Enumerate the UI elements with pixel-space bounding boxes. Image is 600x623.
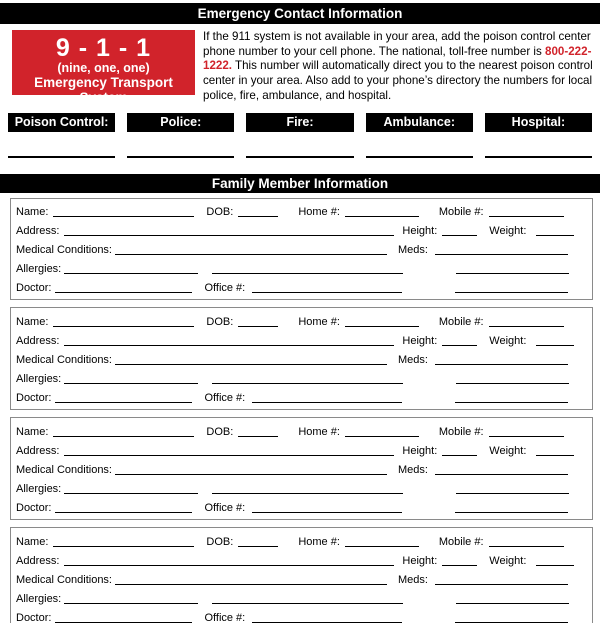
poison-control-fill-line — [8, 156, 115, 158]
member-row-medical-meds — [16, 569, 582, 588]
contact-label-poison-control: Poison Control: — [8, 113, 115, 132]
weight-fill-line — [536, 565, 574, 566]
member-row-address-height-weight — [16, 220, 582, 239]
contact-label-police: Police: — [127, 113, 234, 132]
address-fill-line — [64, 455, 394, 456]
allergies-fill-line — [64, 603, 198, 604]
field-label-mobile-phone: Mobile #: — [438, 535, 484, 548]
height-fill-line — [442, 455, 477, 456]
field-label-weight: Weight: — [489, 554, 527, 567]
meds-fill-line — [435, 364, 568, 365]
field-label-height: Height: — [402, 554, 438, 567]
field-label-doctor: Doctor: — [16, 282, 52, 295]
field-label-dob: DOB: — [206, 315, 234, 328]
field-label-doctor: Doctor: — [16, 392, 52, 405]
name-fill-line — [53, 546, 194, 547]
field-label-home-phone: Home #: — [298, 205, 340, 218]
meds-fill-line — [435, 254, 568, 255]
member-row-medical-meds — [16, 239, 582, 258]
height-fill-line — [442, 235, 477, 236]
field-label-address: Address: — [16, 444, 60, 457]
member-row-doctor-office — [16, 277, 582, 296]
member-list — [0, 198, 600, 623]
police-fill-line — [127, 156, 234, 158]
member-row-doctor-office — [16, 607, 582, 623]
field-label-weight: Weight: — [489, 224, 527, 237]
field-label-allergies: Allergies: — [16, 483, 62, 496]
contact-blank-lines-row — [0, 156, 600, 158]
field-label-doctor: Doctor: — [16, 612, 52, 623]
field-label-weight: Weight: — [489, 444, 527, 457]
member-row-address-height-weight — [16, 440, 582, 459]
member-row-name-dob-phones — [16, 420, 582, 439]
meds-extra-fill-line-1 — [456, 273, 569, 274]
field-label-address: Address: — [16, 334, 60, 347]
allergies-fill-line — [64, 273, 198, 274]
dob-fill-line — [238, 436, 278, 437]
field-label-mobile-phone: Mobile #: — [438, 315, 484, 328]
emergency-contact-form — [0, 3, 600, 623]
paragraph-text-before: If the 911 system is not available in your area, add the poison control center phone number to your cell phone. The national, toll-free number is — [203, 30, 591, 58]
allergies-fill-line — [64, 493, 198, 494]
field-label-meds: Meds: — [398, 354, 428, 367]
member-card — [10, 527, 593, 623]
member-row-allergies — [16, 588, 582, 607]
field-label-meds: Meds: — [398, 463, 428, 476]
height-fill-line — [442, 345, 477, 346]
member-card — [10, 307, 593, 410]
meds-fill-line — [435, 474, 568, 475]
office-phone-fill-line — [252, 402, 402, 403]
911-panel — [12, 30, 195, 105]
meds-extra-fill-line-1 — [456, 603, 569, 604]
mobile-phone-fill-line — [489, 436, 564, 437]
hero-section — [0, 30, 600, 104]
field-label-medical-conditions: Medical Conditions: — [16, 463, 112, 476]
field-label-doctor: Doctor: — [16, 502, 52, 515]
field-label-home-phone: Home #: — [298, 425, 340, 438]
field-label-address: Address: — [16, 224, 60, 237]
dob-fill-line — [238, 326, 278, 327]
member-card — [10, 198, 593, 301]
meds-extra-fill-line-2 — [455, 292, 568, 293]
meds-fill-line — [435, 584, 568, 585]
field-label-name: Name: — [16, 315, 49, 328]
field-label-allergies: Allergies: — [16, 593, 62, 606]
member-row-medical-meds — [16, 459, 582, 478]
field-label-height: Height: — [402, 334, 438, 347]
meds-extra-fill-line-2 — [455, 512, 568, 513]
dob-fill-line — [238, 546, 278, 547]
ambulance-fill-line — [366, 156, 473, 158]
field-label-height: Height: — [402, 444, 438, 457]
office-phone-fill-line — [252, 292, 402, 293]
field-label-meds: Meds: — [398, 573, 428, 586]
member-row-allergies — [16, 368, 582, 387]
field-label-address: Address: — [16, 554, 60, 567]
meds-extra-fill-line-1 — [456, 383, 569, 384]
field-label-allergies: Allergies: — [16, 373, 62, 386]
mobile-phone-fill-line — [489, 546, 564, 547]
contact-label-fire: Fire: — [246, 113, 353, 132]
home-phone-fill-line — [345, 216, 419, 217]
medical-conditions-fill-line — [115, 474, 387, 475]
height-fill-line — [442, 565, 477, 566]
doctor-fill-line — [55, 402, 192, 403]
poison-control-paragraph — [203, 30, 595, 104]
name-fill-line — [53, 436, 194, 437]
medical-conditions-fill-line — [115, 584, 387, 585]
member-row-allergies — [16, 478, 582, 497]
hospital-fill-line — [485, 156, 592, 158]
home-phone-fill-line — [345, 546, 419, 547]
member-row-name-dob-phones — [16, 310, 582, 329]
field-label-dob: DOB: — [206, 535, 234, 548]
field-label-mobile-phone: Mobile #: — [438, 425, 484, 438]
field-label-name: Name: — [16, 535, 49, 548]
member-row-allergies — [16, 258, 582, 277]
field-label-allergies: Allergies: — [16, 263, 62, 276]
allergies-fill-line — [64, 383, 198, 384]
field-label-dob: DOB: — [206, 205, 234, 218]
address-fill-line — [64, 565, 394, 566]
home-phone-fill-line — [345, 326, 419, 327]
weight-fill-line — [536, 345, 574, 346]
field-label-office-phone: Office #: — [204, 392, 246, 405]
911-number: 9 - 1 - 1 — [55, 34, 152, 62]
allergies-extra-fill-line — [212, 603, 403, 604]
911-spelled-out: (nine, one, one) — [57, 61, 150, 75]
allergies-extra-fill-line — [212, 493, 403, 494]
field-label-office-phone: Office #: — [204, 282, 246, 295]
member-row-medical-meds — [16, 349, 582, 368]
field-label-mobile-phone: Mobile #: — [438, 205, 484, 218]
fire-fill-line — [246, 156, 353, 158]
member-row-name-dob-phones — [16, 201, 582, 220]
home-phone-fill-line — [345, 436, 419, 437]
name-fill-line — [53, 326, 194, 327]
member-row-address-height-weight — [16, 330, 582, 349]
contact-label-ambulance: Ambulance: — [366, 113, 473, 132]
field-label-name: Name: — [16, 205, 49, 218]
allergies-extra-fill-line — [212, 273, 403, 274]
weight-fill-line — [536, 455, 574, 456]
field-label-home-phone: Home #: — [298, 535, 340, 548]
field-label-dob: DOB: — [206, 425, 234, 438]
field-label-office-phone: Office #: — [204, 502, 246, 515]
911-caption: Emergency Transport System — [34, 75, 173, 105]
field-label-home-phone: Home #: — [298, 315, 340, 328]
meds-extra-fill-line-2 — [455, 402, 568, 403]
member-row-doctor-office — [16, 387, 582, 406]
section-header-emergency-title: Emergency Contact Information — [197, 6, 403, 21]
weight-fill-line — [536, 235, 574, 236]
dob-fill-line — [238, 216, 278, 217]
field-label-height: Height: — [402, 224, 438, 237]
field-label-medical-conditions: Medical Conditions: — [16, 354, 112, 367]
address-fill-line — [64, 345, 394, 346]
doctor-fill-line — [55, 512, 192, 513]
field-label-meds: Meds: — [398, 244, 428, 257]
section-header-emergency — [0, 3, 600, 24]
member-card — [10, 417, 593, 520]
field-label-medical-conditions: Medical Conditions: — [16, 573, 112, 586]
contact-labels-row — [0, 113, 600, 132]
meds-extra-fill-line-1 — [456, 493, 569, 494]
doctor-fill-line — [55, 292, 192, 293]
section-header-family-title: Family Member Information — [211, 175, 389, 191]
field-label-weight: Weight: — [489, 334, 527, 347]
field-label-name: Name: — [16, 425, 49, 438]
name-fill-line — [53, 216, 194, 217]
allergies-extra-fill-line — [212, 383, 403, 384]
office-phone-fill-line — [252, 512, 402, 513]
member-row-address-height-weight — [16, 550, 582, 569]
member-row-name-dob-phones — [16, 530, 582, 549]
field-label-office-phone: Office #: — [204, 612, 246, 623]
member-row-doctor-office — [16, 497, 582, 516]
contact-label-hospital: Hospital: — [485, 113, 592, 132]
paragraph-text-after: This number will automatically direct you to the nearest poison control center in your area. Also add to your phone’s directory the numbers for local police, fire, ambulance, and hospital. — [203, 59, 593, 102]
medical-conditions-fill-line — [115, 254, 387, 255]
address-fill-line — [64, 235, 394, 236]
mobile-phone-fill-line — [489, 326, 564, 327]
section-header-family — [0, 174, 600, 193]
poison-control-phone-number: 800-222-1222. — [203, 44, 592, 73]
medical-conditions-fill-line — [115, 364, 387, 365]
field-label-medical-conditions: Medical Conditions: — [16, 244, 112, 257]
mobile-phone-fill-line — [489, 216, 564, 217]
